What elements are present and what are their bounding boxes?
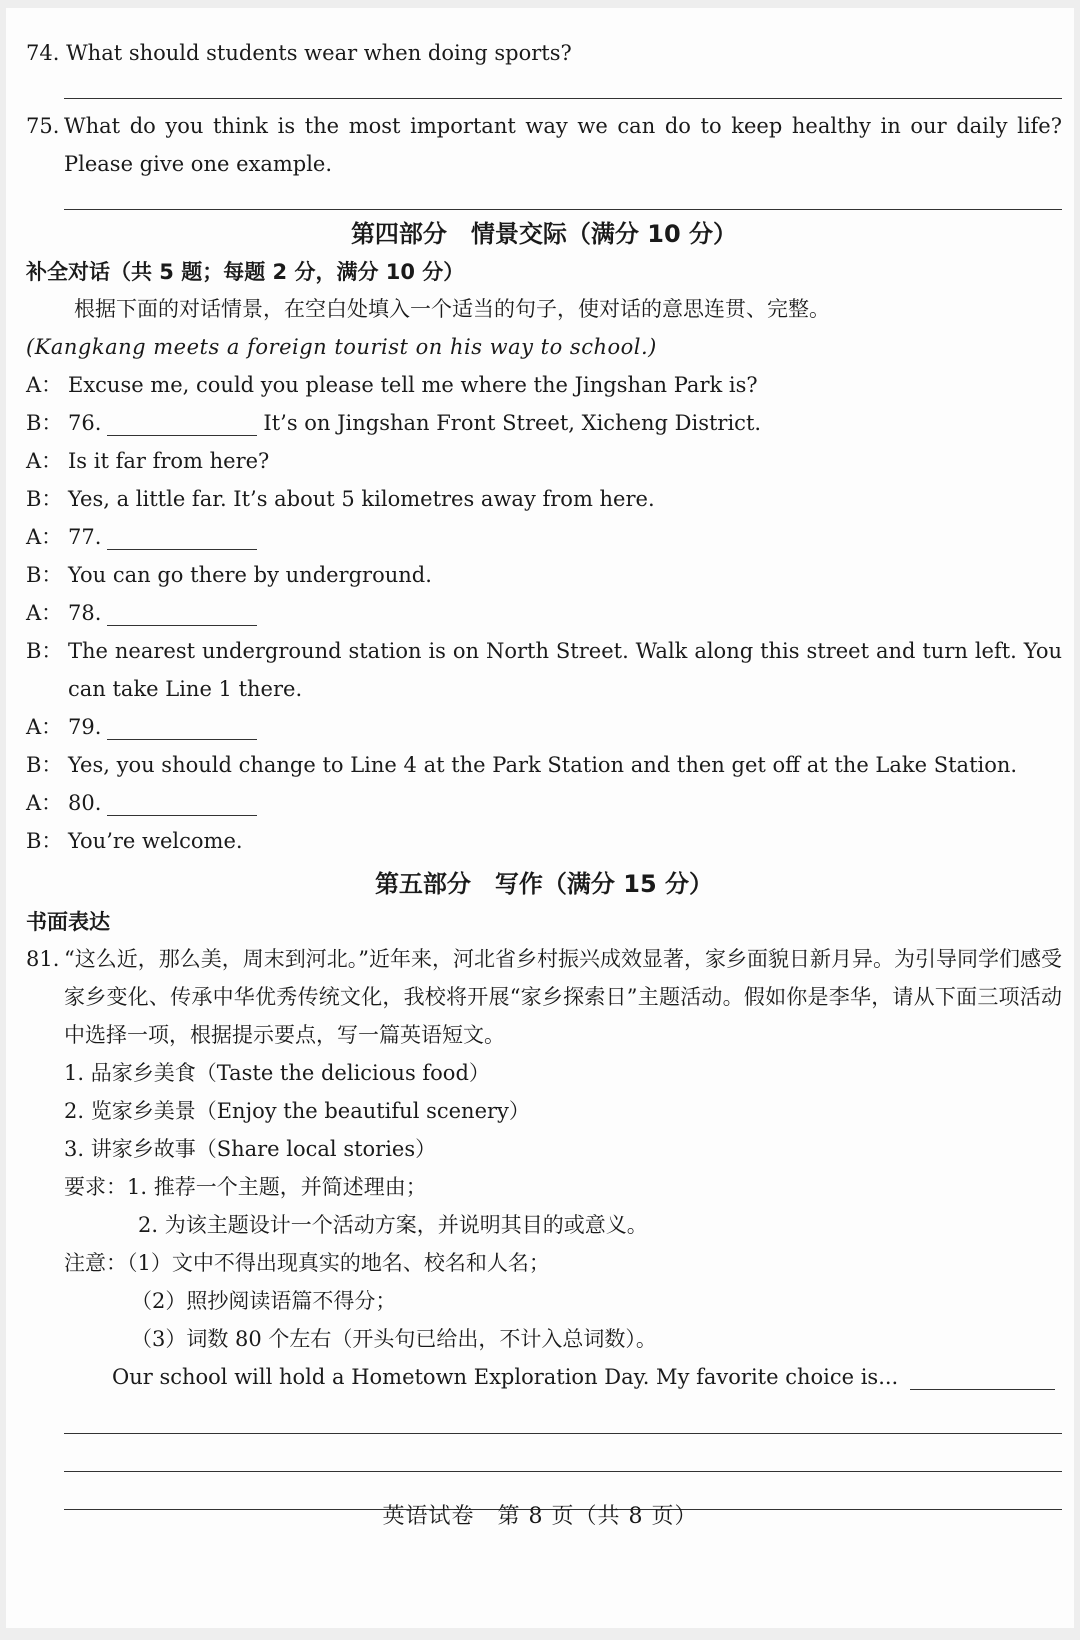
question-prompt: “这么近，那么美，周末到河北。”近年来，河北省乡村振兴成效显著，家乡面貌日新月异。为引导同学们感受家乡变化、传承中华优秀传统文化，我校将开展“家乡探索日”主题活动。假如你是李华，请从下面三项活动中选择一项，根据提示要点，写一篇英语短文。 (64, 947, 1062, 1047)
note-item: （1）文中不得出现真实的地名、校名和人名； (127, 1251, 550, 1275)
dialog-line (26, 784, 1062, 822)
dialog-line (26, 556, 1062, 594)
writing-line[interactable] (64, 1434, 1062, 1472)
question-74 (26, 34, 1062, 72)
speaker-label: A： (26, 791, 63, 815)
notes (26, 1244, 1062, 1282)
dialog-text: You can go there by underground. (68, 563, 432, 587)
speaker-label: A： (26, 715, 63, 739)
question-text: What should students wear when doing sports? (66, 41, 572, 65)
option-item: 3. 讲家乡故事（Share local stories） (64, 1137, 437, 1161)
dialog-line (26, 708, 1062, 746)
speaker-label: A： (26, 601, 63, 625)
speaker-label: B： (26, 563, 63, 587)
dialog (26, 366, 1062, 860)
requirements (26, 1168, 1062, 1206)
writing-line[interactable] (64, 1396, 1062, 1434)
speaker-label: B： (26, 829, 63, 853)
speaker-label: A： (26, 449, 63, 473)
question-number: 74. (26, 41, 60, 65)
part4-instruction: 根据下面的对话情景，在空白处填入一个适当的句子，使对话的意思连贯、完整。 (74, 297, 830, 321)
blank-number: 80. (68, 791, 102, 815)
dialog-text: The nearest underground station is on North Street. Walk along this street and turn left. You can take Line 1 there. (68, 639, 1062, 701)
page-content (26, 34, 1062, 1510)
dialog-line (26, 822, 1062, 860)
speaker-label: A： (26, 525, 63, 549)
question-number: 81. (26, 947, 60, 971)
dialog-line (26, 442, 1062, 480)
speaker-label: B： (26, 487, 63, 511)
note-item: （3）词数 80 个左右（开头句已给出，不计入总词数）。 (131, 1327, 657, 1351)
blank-number: 76. (68, 411, 102, 435)
dialog-text: Excuse me, could you please tell me where the Jingshan Park is? (68, 373, 758, 397)
dialog-text: Yes, you should change to Line 4 at the Park Station and then get off at the Lake Station. (68, 753, 1018, 777)
page-footer: 英语试卷 第 8 页（共 8 页） (382, 1504, 698, 1529)
speaker-label: B： (26, 411, 63, 435)
blank-number: 78. (68, 601, 102, 625)
speaker-label: A： (26, 373, 63, 397)
opening-sentence: Our school will hold a Hometown Exploration Day. My favorite choice is... (112, 1365, 899, 1389)
dialog-text: Yes, a little far. It’s about 5 kilometres away from here. (68, 487, 655, 511)
dialog-line (26, 366, 1062, 404)
part5-title: 第五部分 写作（满分 15 分） (374, 870, 714, 898)
notes-label: 注意： (64, 1251, 127, 1275)
answer-blank-78[interactable] (107, 603, 257, 626)
dialog-text: It’s on Jingshan Front Street, Xicheng District. (263, 411, 762, 435)
answer-blank-76[interactable] (107, 413, 257, 436)
note-item: （2）照抄阅读语篇不得分； (131, 1289, 397, 1313)
question-81 (26, 940, 1062, 1054)
part4-subtitle: 补全对话（共 5 题；每题 2 分，满分 10 分） (26, 260, 465, 284)
exam-page (6, 8, 1074, 1628)
requirement-item: 2. 为该主题设计一个活动方案，并说明其目的或意义。 (138, 1213, 648, 1237)
dialog-line (26, 594, 1062, 632)
option-item: 1. 品家乡美食（Taste the delicious food） (64, 1061, 490, 1085)
answer-line-74[interactable] (64, 98, 1062, 99)
dialog-line (26, 746, 1062, 784)
question-75 (26, 107, 1062, 183)
dialog-line (26, 480, 1062, 518)
speaker-label: B： (26, 753, 63, 777)
answer-line-75[interactable] (64, 209, 1062, 210)
dialog-line (26, 518, 1062, 556)
question-text: What do you think is the most important way we can do to keep healthy in our daily life? Please give one example. (64, 114, 1062, 176)
requirement-item: 1. 推荐一个主题，并简述理由； (127, 1175, 427, 1199)
answer-blank-80[interactable] (107, 793, 257, 816)
requirements-label: 要求： (64, 1175, 127, 1199)
answer-blank-79[interactable] (107, 717, 257, 740)
part5-subtitle: 书面表达 (26, 910, 110, 934)
dialog-context: (Kangkang meets a foreign tourist on his way to school.) (26, 335, 657, 359)
dialog-line (26, 632, 1062, 708)
opening-sentence-row (26, 1358, 1062, 1396)
dialog-line (26, 404, 1062, 442)
blank-number: 79. (68, 715, 102, 739)
dialog-text: Is it far from here? (68, 449, 270, 473)
answer-blank-77[interactable] (107, 527, 257, 550)
part4-title: 第四部分 情景交际（满分 10 分） (350, 220, 738, 248)
blank-number: 77. (68, 525, 102, 549)
option-item: 2. 览家乡美景（Enjoy the beautiful scenery） (64, 1099, 530, 1123)
writing-blank[interactable] (910, 1367, 1055, 1390)
dialog-text: You’re welcome. (68, 829, 243, 853)
question-number: 75. (26, 114, 60, 138)
speaker-label: B： (26, 639, 63, 663)
